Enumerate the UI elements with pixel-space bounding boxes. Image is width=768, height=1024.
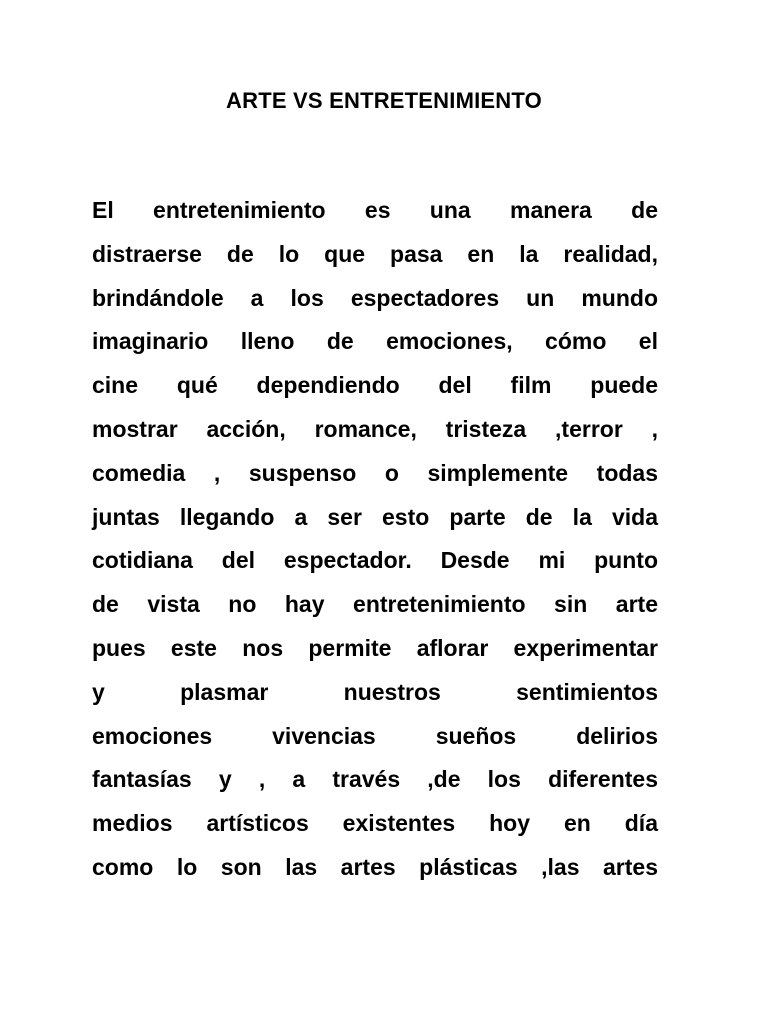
text-line: medios artísticos existentes hoy en día <box>92 810 658 837</box>
text-line: brindándole a los espectadores un mundo <box>92 284 658 311</box>
text-line: comedia , suspenso o simplemente todas <box>92 459 658 486</box>
text-line: cotidiana del espectador. Desde mi punto <box>92 547 658 574</box>
document-title: ARTE VS ENTRETENIMIENTO <box>226 88 542 113</box>
text-line: mostrar acción, romance, tristeza ,terror , <box>92 415 658 442</box>
text-line: juntas llegando a ser esto parte de la vida <box>92 503 658 530</box>
text-line: y plasmar nuestros sentimientos <box>92 678 658 705</box>
text-line: de vista no hay entretenimiento sin arte <box>92 591 658 618</box>
body-paragraph <box>92 193 658 894</box>
text-line: emociones vivencias sueños delirios <box>92 722 658 749</box>
text-line: El entretenimiento es una manera de <box>92 197 658 223</box>
text-line: cine qué dependiendo del film puede <box>92 372 658 399</box>
text-line: como lo son las artes plásticas ,las artes <box>92 853 658 880</box>
text-line: pues este nos permite aflorar experimentar <box>92 634 658 661</box>
text-line: imaginario lleno de emociones, cómo el <box>92 328 658 355</box>
text-line: distraerse de lo que pasa en la realidad, <box>92 240 658 267</box>
text-line: fantasías y , a través ,de los diferentes <box>92 766 658 793</box>
